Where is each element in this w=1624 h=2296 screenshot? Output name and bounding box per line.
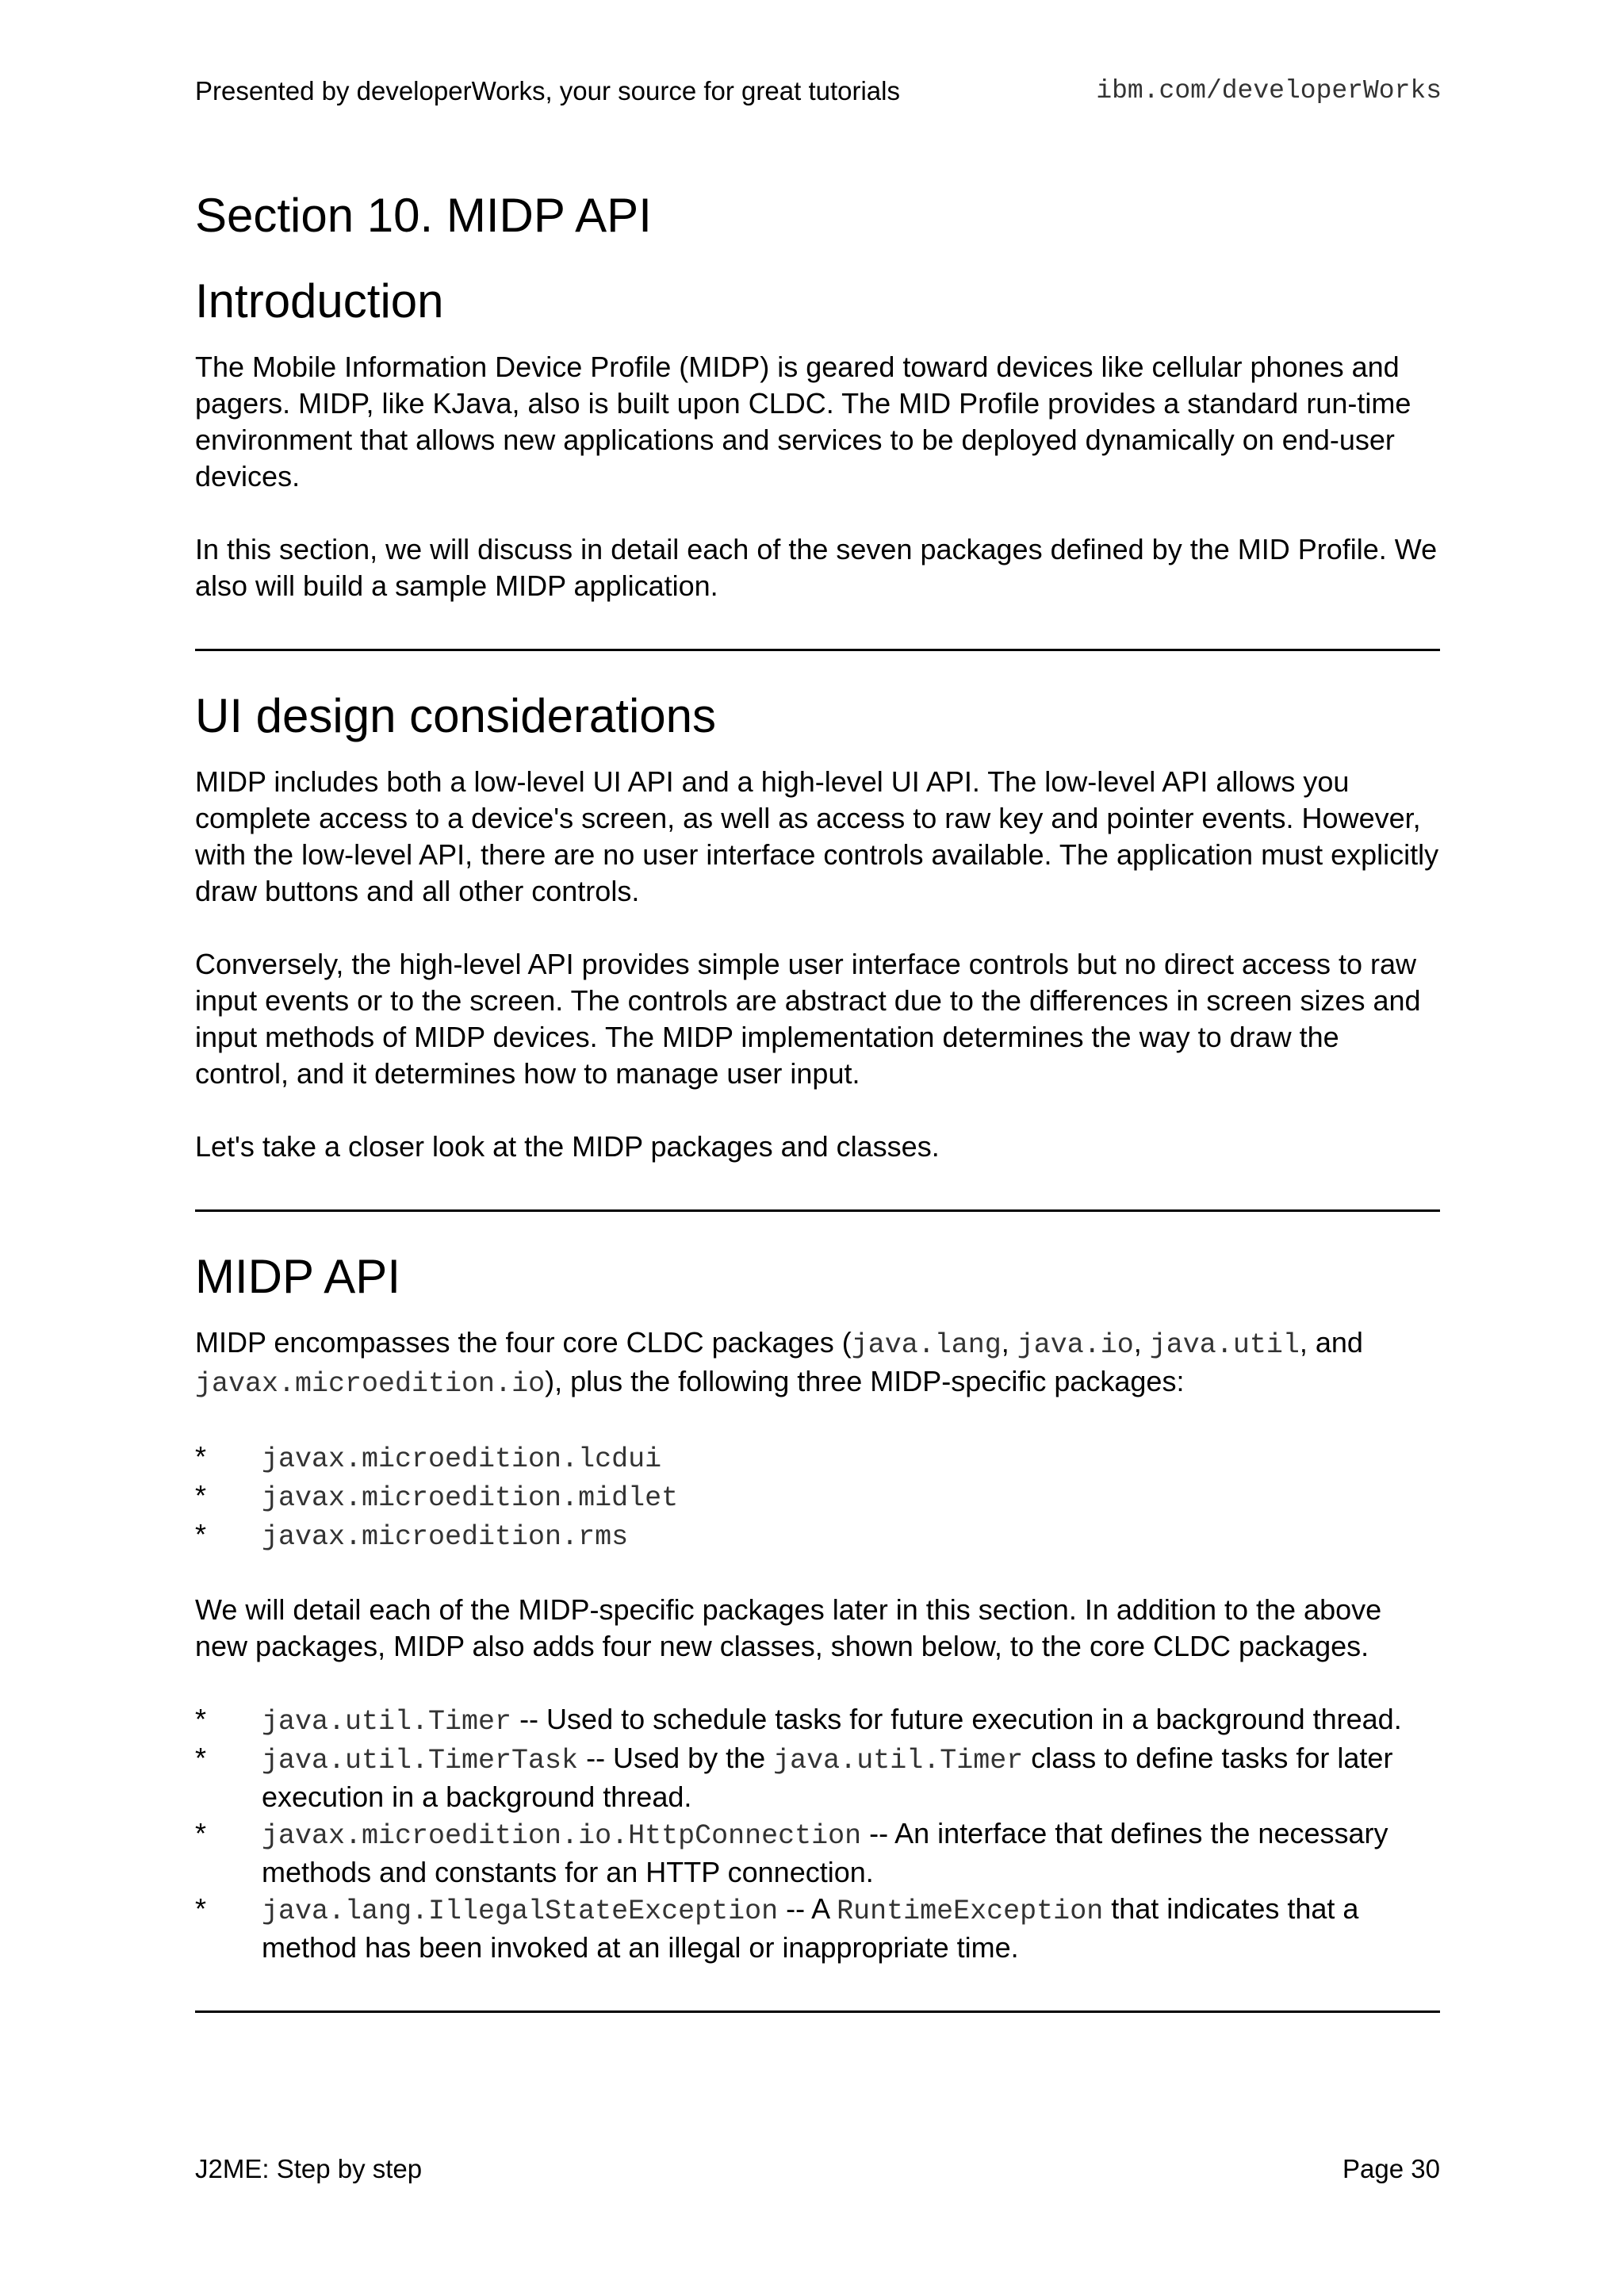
list-item: * java.util.TimerTask -- Used by the java.util.Timer class to define tasks for later execution in a background thread. [195,1742,1393,1813]
page-content [195,182,1440,2013]
ui-heading: UI design considerations [195,689,717,742]
package-list [195,1439,1440,1555]
api-paragraph-2: We will detail each of the MIDP-specific packages later in this section. In addition to the above new packages, MIDP also adds four new classes, shown below, to the core CLDC packages. [195,1593,1382,1662]
list-item: * javax.microedition.io.HttpConnection -- An interface that defines the necessary methods and constants for an HTTP connection. [195,1817,1388,1888]
list-item: * java.lang.IllegalStateException -- A RuntimeException that indicates that a method has been invoked at an illegal or inappropriate time. [195,1892,1359,1964]
page-number: Page 30 [1342,2154,1440,2183]
class-list [195,1701,1440,1966]
list-item: * javax.microedition.midlet [195,1479,679,1514]
header-left: Presented by developerWorks, your source for great tutorials [195,76,900,105]
divider [195,649,1440,651]
intro-heading: Introduction [195,274,444,328]
ui-paragraph-3: Let's take a closer look at the MIDP packages and classes. [195,1130,940,1163]
divider [195,1209,1440,1212]
section-title: Section 10. MIDP API [195,189,652,242]
ui-paragraph-1: MIDP includes both a low-level UI API and a high-level UI API. The low-level API allows you complete access to a device's screen, as well as access to raw key and pointer events. However, with the low-level API, there are no user interface controls available. The application must explicitly draw buttons and all other controls. [195,765,1439,907]
list-item: * javax.microedition.lcdui [195,1440,662,1475]
list-item: * java.util.Timer -- Used to schedule tasks for future execution in a background thread. [195,1703,1402,1738]
api-heading: MIDP API [195,1250,400,1303]
footer-left: J2ME: Step by step [195,2154,423,2183]
list-item: * javax.microedition.rms [195,1518,629,1553]
intro-paragraph-1: The Mobile Information Device Profile (MIDP) is geared toward devices like cellular phones and pagers. MIDP, like KJava, also is built upon CLDC. The MID Profile provides a standard run-time environment that allows new applications and services to be deployed dynamically on end-user devices. [195,351,1411,493]
ui-paragraph-2: Conversely, the high-level API provides simple user interface controls but no direct access to raw input events or to the screen. The controls are abstract due to the differences in screen sizes and input methods of MIDP devices. The MIDP implementation determines the way to draw the control, and it determines how to manage user input. [195,948,1421,1090]
intro-paragraph-2: In this section, we will discuss in detail each of the seven packages defined by the MID Profile. We also will build a sample MIDP application. [195,533,1438,602]
api-paragraph-1: MIDP encompasses the four core CLDC packages (java.lang, java.io, java.util, and javax.microedition.io), plus the following three MIDP-specific packages: [195,1326,1363,1400]
header-right: ibm.com/developerWorks [1096,76,1442,105]
divider [195,2010,1440,2013]
